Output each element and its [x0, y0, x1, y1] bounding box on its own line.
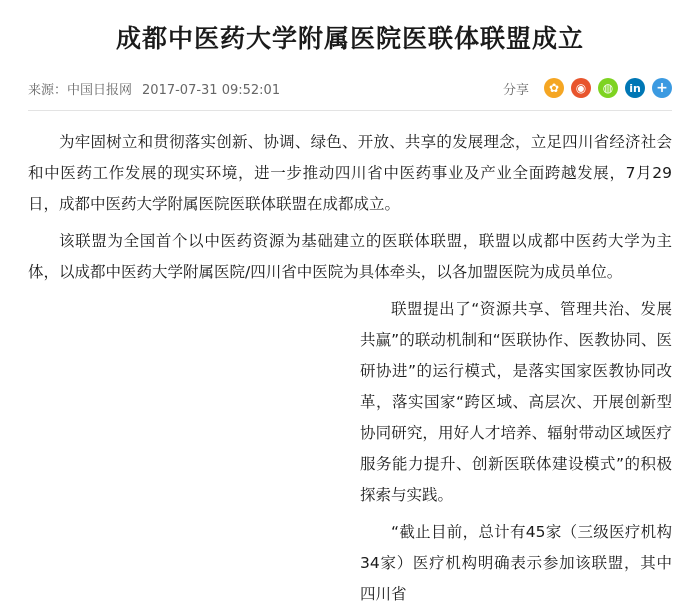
share-icon-more[interactable]: +	[652, 78, 672, 98]
article-paragraph-2: 该联盟为全国首个以中医药资源为基础建立的医联体联盟，联盟以成都中医药大学为主体，以成都中医药大学附属医院/四川省中医院为具体牵头，以各加盟医院为成员单位。	[28, 232, 672, 281]
article-page	[0, 22, 700, 607]
source-name[interactable]: 中国日报网	[67, 82, 133, 98]
share-icon-linkedin[interactable]: in	[625, 78, 645, 98]
article-paragraph-1: 为牢固树立和贯彻落实创新、协调、绿色、开放、共享的发展理念，立足四川省经济社会和中医药工作发展的现实环境，进一步推动四川省中医药事业及产业全面跨越发展，7月29日，成都中医药大学附属医院医联体联盟在成都成立。	[28, 133, 672, 213]
share-icon-weibo[interactable]: ◉	[571, 78, 591, 98]
share-icon-list	[537, 78, 672, 98]
share-label: 分享	[502, 82, 529, 98]
article-paragraph-4: “截止目前，总计有45家（三级医疗机构34家）医疗机构明确表示参加该联盟，其中四川省	[360, 523, 672, 603]
share-icon-wechat-moments[interactable]: ✿	[544, 78, 564, 98]
article-float-section	[28, 294, 672, 616]
article-paragraph-3: 联盟提出了“资源共享、管理共治、发展共赢”的联动机制和“医联协作、医教协同、医研协进”的运行模式，是落实国家医教协同改革，落实国家“跨区域、高层次、开展创新型协同研究，用好人才培养、辐射带动区域医疗服务能力提升、创新医联体建设模式”的积极探索与实践。	[360, 300, 672, 504]
article-image-placeholder	[28, 298, 346, 598]
source-label: 来源：	[28, 82, 68, 98]
publish-timestamp: 2017-07-31 09:52:01	[142, 82, 281, 98]
article-meta-row	[28, 78, 672, 111]
article-source-info	[28, 79, 280, 98]
article-body	[28, 127, 672, 616]
share-block	[503, 78, 672, 98]
share-icon-wechat[interactable]: ◍	[598, 78, 618, 98]
page-title: 成都中医药大学附属医院医联体联盟成立	[115, 24, 584, 53]
